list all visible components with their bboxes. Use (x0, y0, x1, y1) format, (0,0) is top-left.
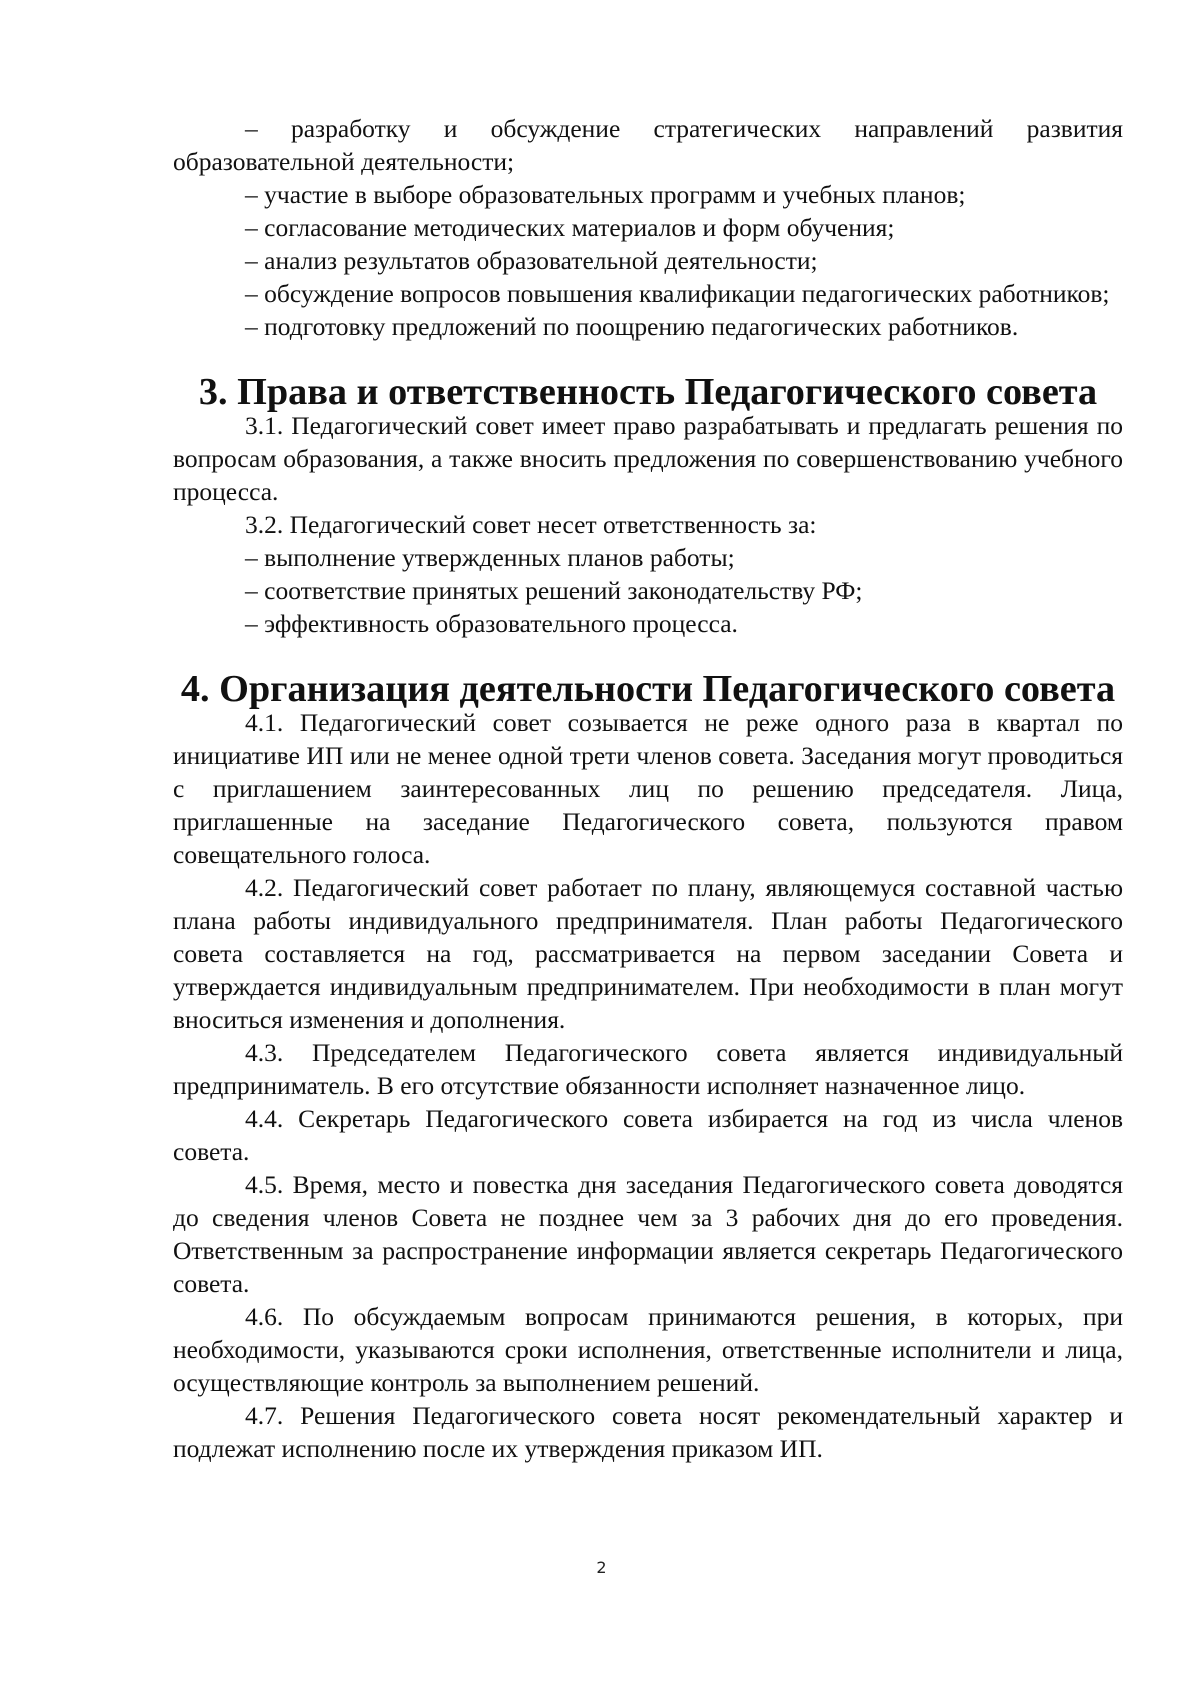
list-item: – обсуждение вопросов повышения квалификации педагогических работников; (245, 279, 1110, 308)
paragraph-3-2: 3.2. Педагогический совет несет ответственность за: (245, 510, 817, 539)
paragraph-4-1: 4.1. Педагогический совет созывается не реже одного раза в квартал по инициативе ИП или не менее одной трети членов совета. Заседания могут проводиться с приглашением заинтересованных лиц по решению председателя. Лица, приглашенные на заседание Педагогического совета, пользуются правом совещательного голоса. (173, 708, 1123, 869)
section-4-heading: 4. Организация деятельности Педагогического совета (180, 668, 1116, 710)
paragraph-4-5: 4.5. Время, место и повестка дня заседания Педагогического совета доводятся до сведения членов Совета не позднее чем за 3 рабочих дня до его проведения. Ответственным за распространение информации является секретарь Педагогического совета. (173, 1170, 1123, 1298)
page-number: 2 (596, 1558, 607, 1577)
list-item: – согласование методических материалов и форм обучения; (245, 213, 895, 242)
paragraph-4-7: 4.7. Решения Педагогического совета носят рекомендательный характер и подлежат исполнению после их утверждения приказом ИП. (173, 1401, 1123, 1463)
paragraph-4-3: 4.3. Председателем Педагогического совета является индивидуальный предприниматель. В его отсутствие обязанности исполняет назначенное лицо. (173, 1038, 1123, 1100)
list-item: – выполнение утвержденных планов работы; (245, 543, 735, 572)
list-item: – анализ результатов образовательной деятельности; (245, 246, 818, 275)
list-item: – эффективность образовательного процесса. (245, 609, 738, 638)
paragraph-4-6: 4.6. По обсуждаемым вопросам принимаются решения, в которых, при необходимости, указываются сроки исполнения, ответственные исполнители и лица, осуществляющие контроль за выполнением решений. (173, 1302, 1123, 1397)
list-item: – участие в выборе образовательных программ и учебных планов; (245, 180, 966, 209)
paragraph-4-4: 4.4. Секретарь Педагогического совета избирается на год из числа членов совета. (173, 1104, 1123, 1166)
document-body (173, 112, 1123, 1465)
list-item: – соответствие принятых решений законодательству РФ; (245, 576, 863, 605)
section-3-heading: 3. Права и ответственность Педагогического совета (198, 371, 1098, 413)
list-item: – разработку и обсуждение стратегических направлений развития образовательной деятельности; (173, 114, 1123, 176)
paragraph-4-2: 4.2. Педагогический совет работает по плану, являющемуся составной частью плана работы индивидуального предпринимателя. План работы Педагогического совета составляется на год, рассматривается на первом заседании Совета и утверждается индивидуальным предпринимателем. При необходимости в план могут вноситься изменения и дополнения. (173, 873, 1123, 1034)
paragraph-3-1: 3.1. Педагогический совет имеет право разрабатывать и предлагать решения по вопросам образования, а также вносить предложения по совершенствованию учебного процесса. (173, 411, 1123, 506)
list-item: – подготовку предложений по поощрению педагогических работников. (245, 312, 1019, 341)
